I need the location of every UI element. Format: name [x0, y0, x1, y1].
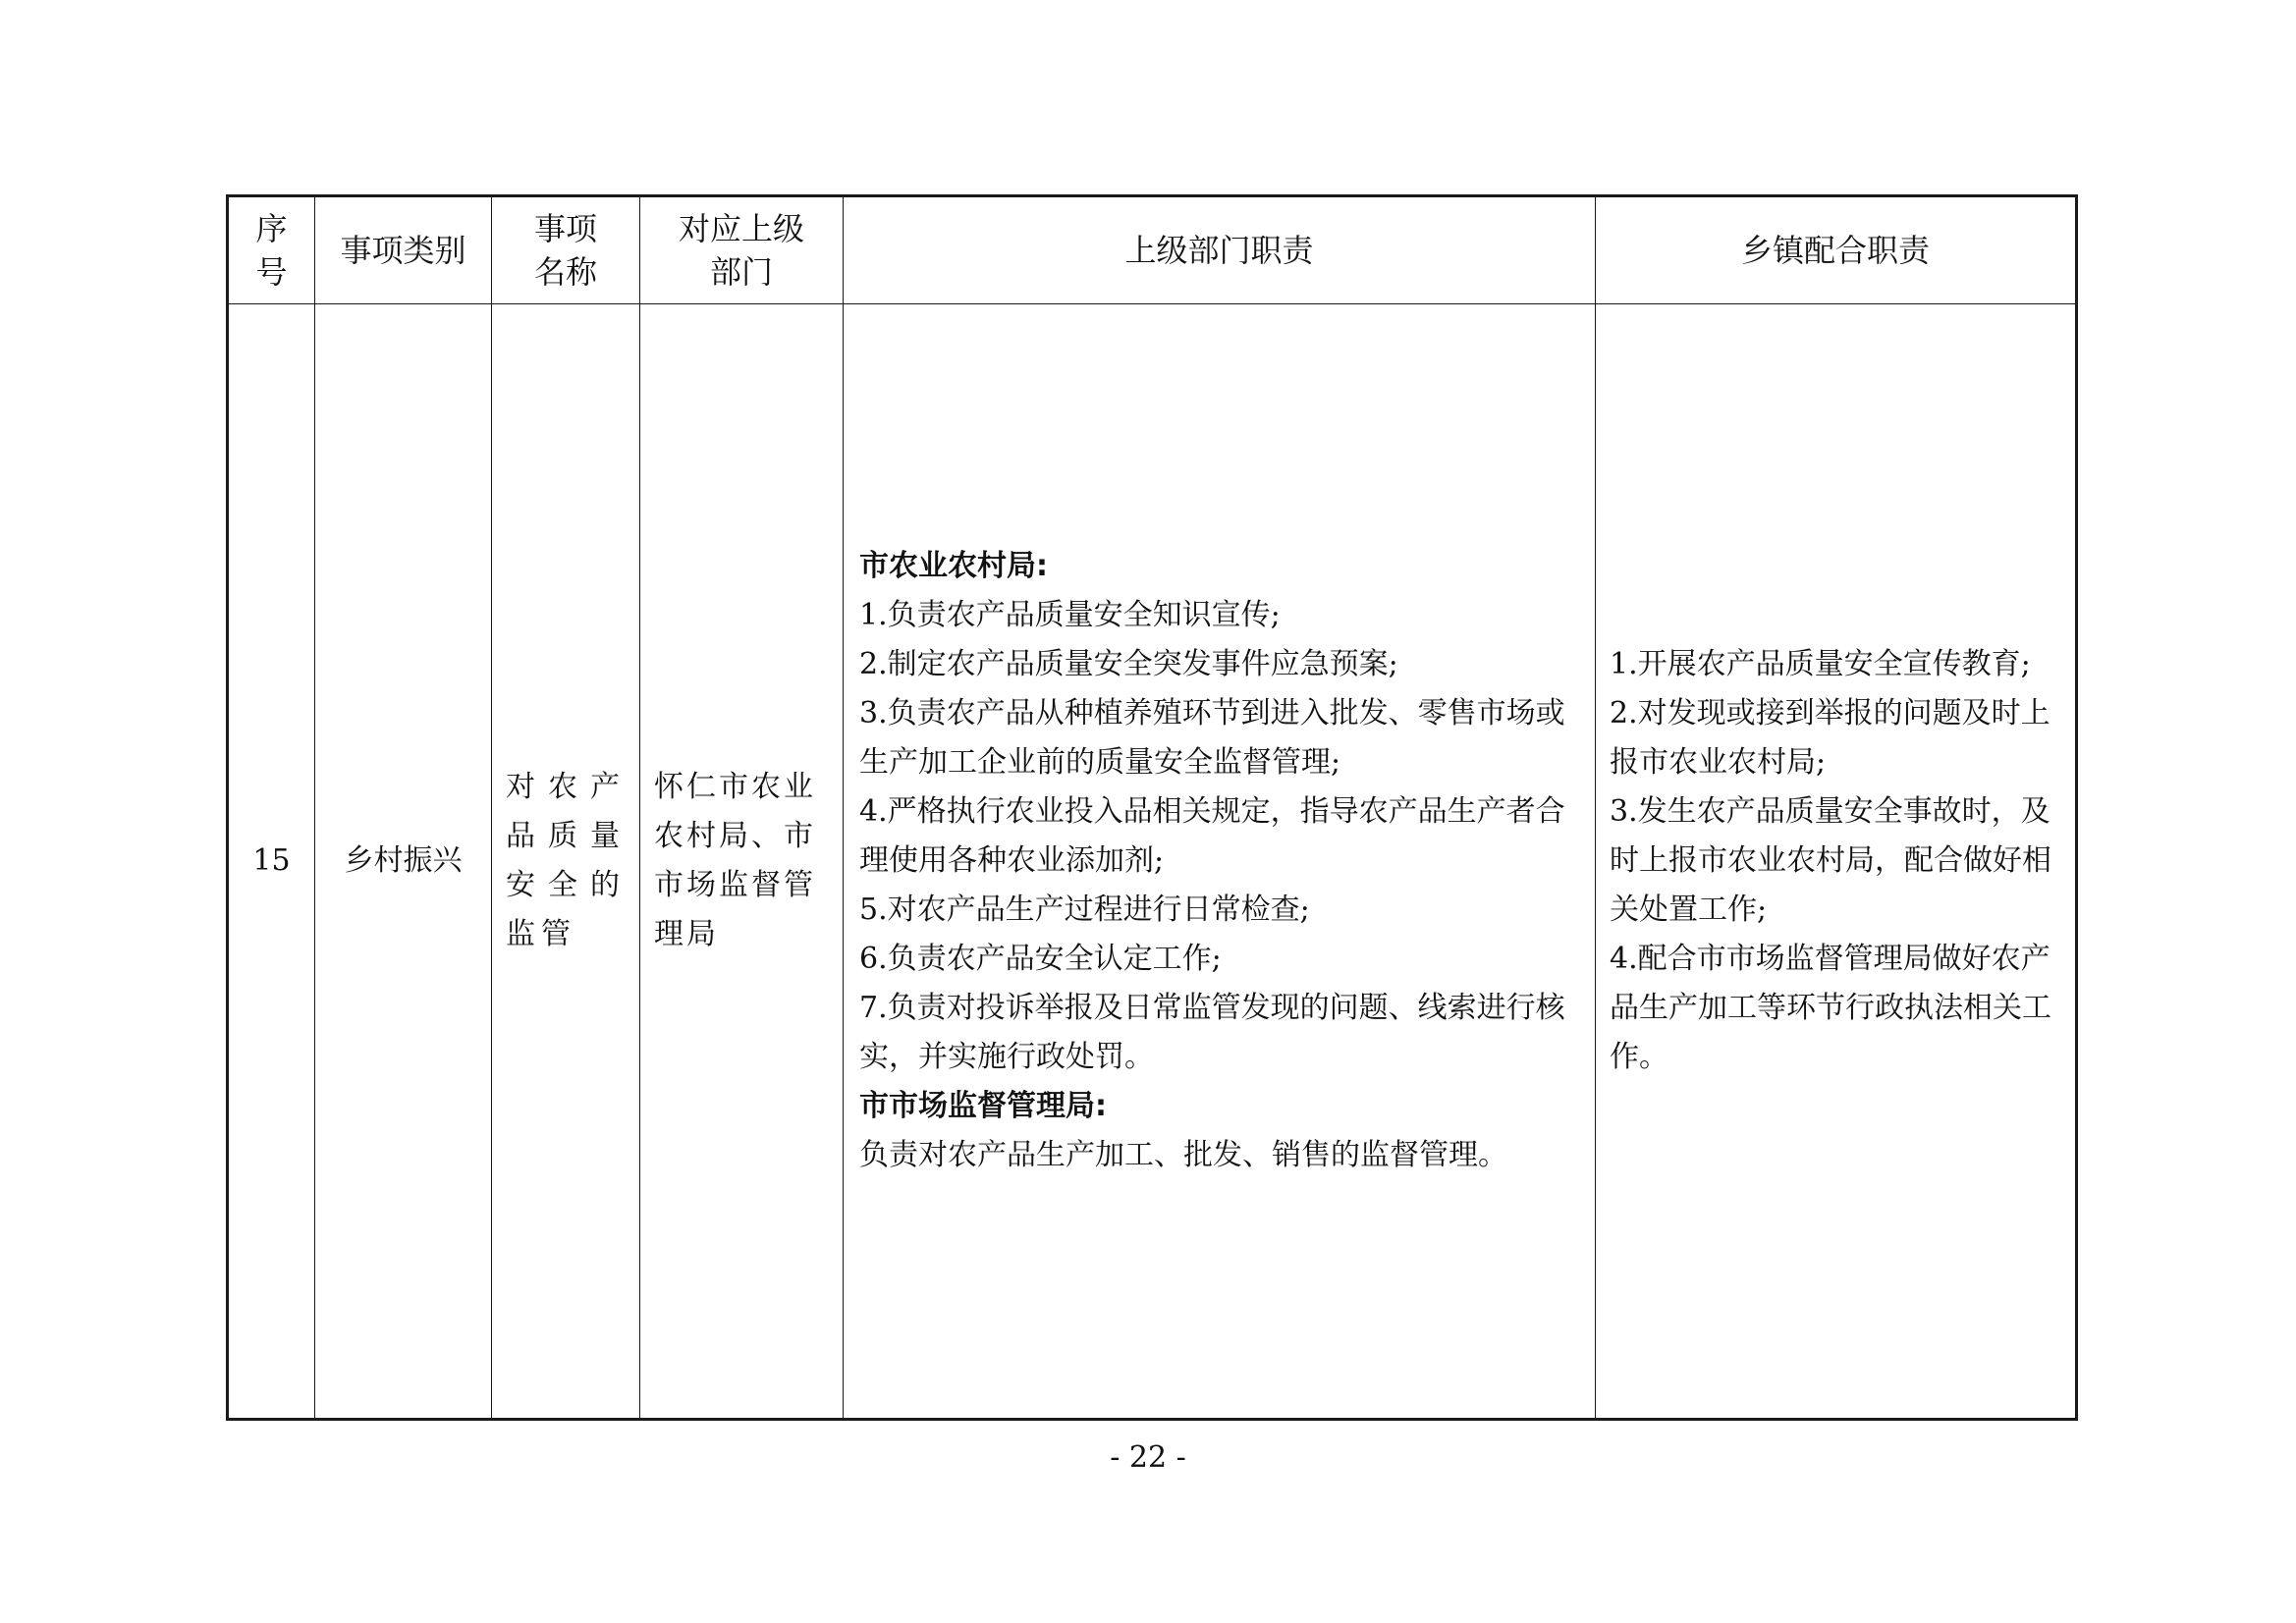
agri-duty-item-5: 5.对农产品生产过程进行日常检查;: [859, 893, 1310, 927]
page-number: - 22 -: [1110, 1440, 1186, 1475]
agri-duty-item-3: 3.负责农产品从种植养殖环节到进入批发、零售市场或生产加工企业前的质量安全监督管理;: [859, 696, 1565, 780]
market-duty-item: 负责对农产品生产加工、批发、销售的监督管理。: [859, 1138, 1507, 1172]
table-row: [228, 304, 2077, 1420]
township-duty-item-3: 3.发生农产品质量安全事故时，及时上报市农业农村局，配合做好相关处置工作;: [1610, 794, 2051, 927]
market-bureau-heading: 市市场监督管理局:: [859, 1089, 1107, 1123]
township-duty-item-2: 2.对发现或接到举报的问题及时上报市农业农村局;: [1610, 696, 2050, 780]
header-row: [228, 196, 2077, 304]
header-superior-duty: 上级部门职责: [844, 196, 1596, 304]
agri-duty-item-7: 7.负责对投诉举报及日常监管发现的问题、线索进行核实，并实施行政处罚。: [859, 991, 1565, 1074]
header-seq: 序号: [228, 196, 315, 304]
cell-township-duty: [1596, 304, 2077, 1420]
cell-category: 乡村振兴: [315, 304, 492, 1420]
header-superior-dept: 对应上级部门: [640, 196, 844, 304]
agri-duty-item-1: 1.负责农产品质量安全知识宣传;: [859, 598, 1281, 632]
header-township-duty: 乡镇配合职责: [1596, 196, 2077, 304]
agri-duty-item-2: 2.制定农产品质量安全突发事件应急预案;: [859, 647, 1398, 681]
header-category: 事项类别: [315, 196, 492, 304]
cell-superior-duty: [844, 304, 1596, 1420]
township-duty-item-4: 4.配合市市场监督管理局做好农产品生产加工等环节行政执法相关工作。: [1610, 942, 2051, 1074]
agri-duty-item-6: 6.负责农产品安全认定工作;: [859, 942, 1222, 976]
cell-seq: 15: [228, 304, 315, 1420]
township-duty-item-1: 1.开展农产品质量安全宣传教育;: [1610, 647, 2031, 681]
cell-superior-dept: 怀仁市农业农村局、市市场监督管理局: [640, 304, 844, 1420]
agri-bureau-heading: 市农业农村局:: [859, 549, 1048, 583]
header-item-name: 事项名称: [492, 196, 640, 304]
duty-table: [226, 194, 2078, 1421]
agri-duty-item-4: 4.严格执行农业投入品相关规定，指导农产品生产者合理使用各种农业添加剂;: [859, 794, 1565, 878]
cell-item-name: 对农产品质量安全的监管: [492, 304, 640, 1420]
